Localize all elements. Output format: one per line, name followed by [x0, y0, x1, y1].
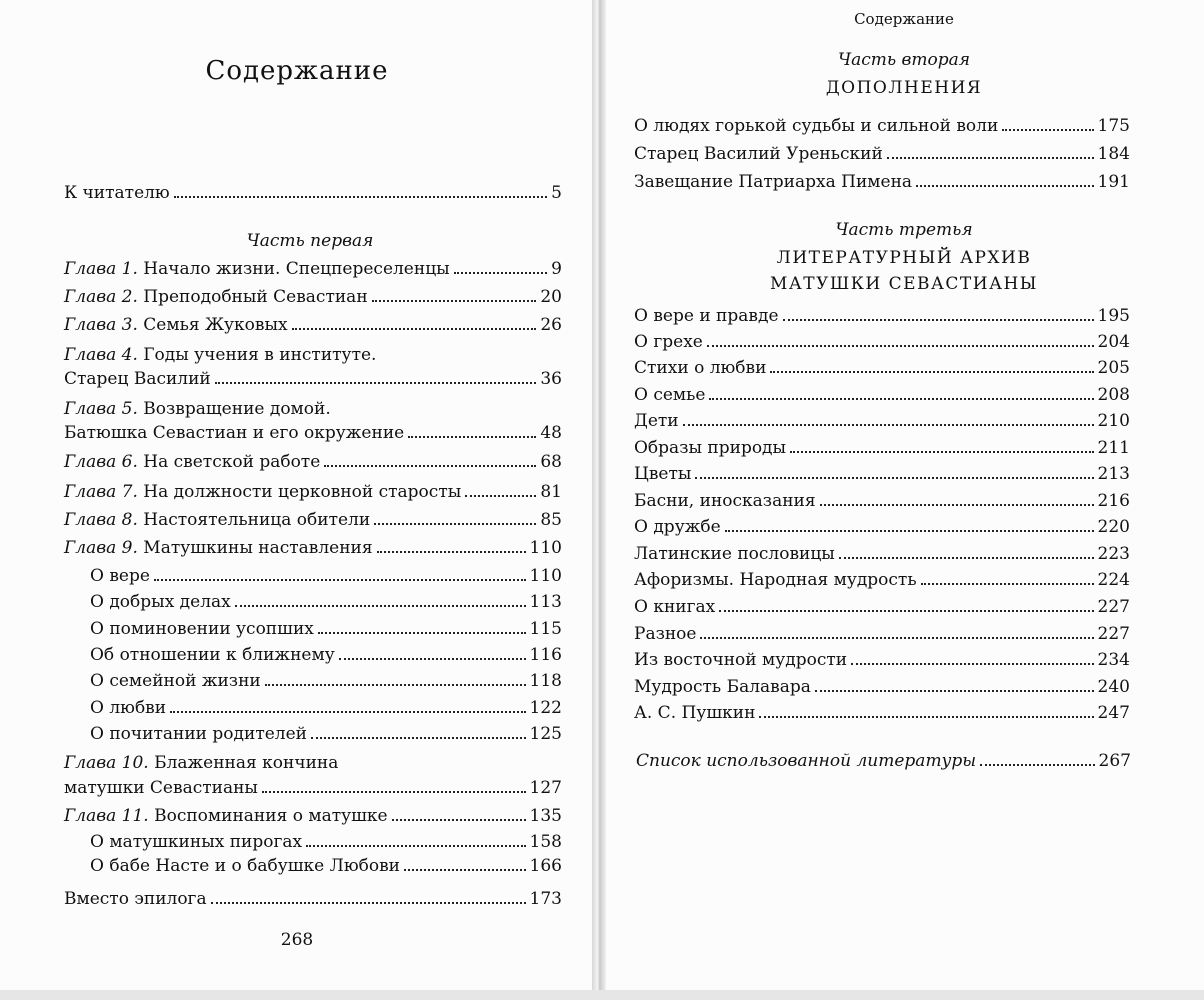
page-bottom-edge [0, 990, 1204, 1000]
toc-entry[interactable] [634, 305, 1130, 327]
subsection-label: Об отношении к ближнему [90, 645, 335, 665]
toc-page-number: 205 [1097, 358, 1130, 378]
toc-entry-label: Афоризмы. Народная мудрость [634, 570, 917, 590]
toc-subsection[interactable] [90, 697, 562, 719]
running-head: Содержание [854, 10, 954, 28]
toc-page-number: 227 [1097, 597, 1130, 617]
toc-page-number: 173 [529, 889, 562, 909]
leader-dots [170, 711, 525, 713]
chapter-number: Глава 1. [64, 259, 138, 279]
chapter-title: Семья Жуковых [143, 315, 288, 335]
leader-dots [790, 451, 1093, 453]
leader-dots [820, 504, 1094, 506]
leader-dots [211, 902, 526, 904]
toc-entry-label: Стихи о любви [634, 358, 767, 378]
toc-chapter-2[interactable] [64, 286, 562, 308]
toc-page-number: 26 [540, 315, 562, 335]
leader-dots [306, 845, 525, 847]
chapter-number: Глава 7. [64, 482, 138, 502]
leader-dots [709, 398, 1093, 400]
toc-page-number: 127 [529, 778, 562, 798]
leader-dots [839, 557, 1094, 559]
leader-dots [292, 328, 537, 330]
leader-dots [235, 605, 526, 607]
chapter-title: Матушкины наставления [143, 538, 373, 558]
toc-entry-label: Цветы [634, 464, 692, 484]
leader-dots [815, 690, 1094, 692]
toc-page-number: 68 [540, 452, 562, 472]
subsection-label: О семейной жизни [90, 671, 261, 691]
toc-subsection[interactable] [90, 644, 562, 666]
toc-entry[interactable] [634, 331, 1130, 353]
leader-dots [719, 610, 1093, 612]
chapter-number: Глава 5. [64, 399, 138, 419]
toc-page-number: 224 [1097, 570, 1130, 590]
subsection-label: О поминовении усопших [90, 619, 314, 639]
chapter-title-continuation: Старец Василий [64, 369, 211, 389]
chapter-title: Годы учения в институте. [143, 345, 377, 365]
toc-entry[interactable] [634, 516, 1130, 538]
chapter-title-continuation: матушки Севастианы [64, 778, 258, 798]
leader-dots [783, 319, 1094, 321]
chapter-title: Настоятельница обители [143, 510, 371, 530]
subsection-label: О добрых делах [90, 592, 231, 612]
toc-chapter-4-line-1[interactable] [64, 344, 376, 366]
toc-entry-to-reader[interactable] [64, 182, 562, 204]
page-title: Содержание [205, 56, 389, 86]
toc-entry-label: Вместо эпилога [64, 889, 207, 909]
toc-entry-label: Мудрость Балавара [634, 677, 811, 697]
leader-dots [372, 300, 537, 302]
toc-subsection[interactable] [90, 723, 562, 745]
leader-dots [707, 345, 1094, 347]
leader-dots [887, 157, 1094, 159]
toc-page-number: 113 [529, 592, 562, 612]
toc-entry-label: Список использованной литературы [636, 751, 977, 771]
toc-page-number: 213 [1097, 464, 1130, 484]
toc-entry[interactable] [634, 490, 1130, 512]
leader-dots [700, 637, 1093, 639]
subsection-label: О вере [90, 566, 150, 586]
toc-page-number: 210 [1097, 411, 1130, 431]
toc-entry[interactable] [634, 143, 1130, 165]
leader-dots [770, 371, 1093, 373]
leader-dots [1002, 129, 1093, 131]
leader-dots [465, 495, 536, 497]
toc-chapter-10-line-2[interactable] [64, 777, 562, 799]
subsection-label: О любви [90, 698, 167, 718]
toc-page-number: 116 [529, 645, 562, 665]
toc-entry-label: Басни, иносказания [634, 491, 816, 511]
chapter-number: Глава 4. [64, 345, 138, 365]
toc-entry-label: К читателю [64, 183, 170, 203]
leader-dots [262, 791, 526, 793]
toc-subsection[interactable] [90, 831, 562, 853]
toc-entry-label: Разное [634, 624, 697, 644]
toc-entry[interactable] [634, 357, 1130, 379]
toc-entry[interactable] [634, 702, 1130, 724]
leader-dots [980, 764, 1094, 766]
leader-dots [725, 530, 1094, 532]
toc-entry-epilogue[interactable] [64, 888, 562, 910]
toc-chapter-11[interactable] [64, 805, 562, 827]
leader-dots [392, 819, 526, 821]
toc-chapter-7[interactable] [64, 481, 562, 503]
toc-page-number: 195 [1097, 306, 1130, 326]
toc-entry-label: О книгах [634, 597, 716, 617]
toc-subsection[interactable] [90, 591, 562, 613]
toc-entry-bibliography[interactable] [636, 750, 1131, 772]
toc-page-number: 125 [529, 724, 562, 744]
part-three-label: Часть третья [835, 220, 973, 240]
toc-chapter-1[interactable] [64, 258, 562, 280]
leader-dots [404, 869, 526, 871]
toc-entry-label: Дети [634, 411, 679, 431]
toc-page-number: 216 [1097, 491, 1130, 511]
toc-entry-label: Старец Василий Уреньский [634, 144, 883, 164]
toc-entry-label: Завещание Патриарха Пимена [634, 172, 913, 192]
toc-entry[interactable] [634, 410, 1130, 432]
toc-page-number: 81 [540, 482, 562, 502]
leader-dots [921, 583, 1094, 585]
toc-page-number: 118 [529, 671, 562, 691]
leader-dots [454, 272, 548, 274]
chapter-title-continuation: Батюшка Севастиан и его окружение [64, 423, 405, 443]
chapter-title: Воспоминания о матушке [154, 806, 388, 826]
part-one-label: Часть первая [246, 231, 374, 251]
toc-entry[interactable] [634, 384, 1130, 406]
leader-dots [374, 523, 536, 525]
toc-entry-label: О семье [634, 385, 706, 405]
toc-entry[interactable] [634, 437, 1130, 459]
leader-dots [265, 684, 526, 686]
toc-page-number: 204 [1097, 332, 1130, 352]
toc-page-number: 191 [1097, 172, 1130, 192]
toc-page-number: 9 [551, 259, 562, 279]
subsection-label: О бабе Насте и о бабушке Любови [90, 856, 400, 876]
toc-page-number: 220 [1097, 517, 1130, 537]
toc-page-number: 122 [529, 698, 562, 718]
book-spine [592, 0, 606, 1000]
part-two-heading: ДОПОЛНЕНИЯ [825, 78, 983, 98]
part-three-heading-line-2: МАТУШКИ СЕВАСТИАНЫ [769, 274, 1039, 294]
toc-entry[interactable] [634, 171, 1130, 193]
page-number: 268 [280, 930, 314, 950]
toc-chapter-4-line-2[interactable] [64, 368, 562, 390]
toc-page-number: 85 [540, 510, 562, 530]
toc-entry[interactable] [634, 463, 1130, 485]
leader-dots [408, 436, 536, 438]
leader-dots [311, 737, 526, 739]
part-three-heading-line-1: ЛИТЕРАТУРНЫЙ АРХИВ [776, 248, 1032, 268]
toc-chapter-8[interactable] [64, 509, 562, 531]
toc-page-number: 227 [1097, 624, 1130, 644]
chapter-title: Блаженная кончина [154, 753, 339, 773]
toc-page-number: 211 [1097, 438, 1130, 458]
toc-page-number: 135 [529, 806, 562, 826]
leader-dots [324, 465, 536, 467]
leader-dots [215, 382, 537, 384]
toc-entry-label: О грехе [634, 332, 703, 352]
toc-entry-label: Образы природы [634, 438, 787, 458]
toc-page-number: 36 [540, 369, 562, 389]
subsection-label: О матушкиных пирогах [90, 832, 303, 852]
toc-entry[interactable] [634, 649, 1130, 671]
toc-chapter-10-line-1[interactable] [64, 752, 338, 774]
chapter-number: Глава 6. [64, 452, 138, 472]
toc-chapter-5-line-1[interactable] [64, 398, 331, 420]
toc-entry-label: О людях горькой судьбы и сильной воли [634, 116, 999, 136]
chapter-number: Глава 11. [64, 806, 149, 826]
subsection-label: О почитании родителей [90, 724, 307, 744]
toc-page-number: 175 [1097, 116, 1130, 136]
toc-page-number: 158 [529, 832, 562, 852]
chapter-title: Возвращение домой. [143, 399, 331, 419]
toc-entry[interactable] [634, 596, 1130, 618]
leader-dots [174, 196, 547, 198]
toc-subsection[interactable] [90, 855, 562, 877]
toc-page-number: 110 [529, 566, 562, 586]
toc-page-number: 110 [529, 538, 562, 558]
chapter-title: На должности церковной старосты [143, 482, 462, 502]
chapter-title: На светской работе [143, 452, 321, 472]
toc-page-number: 223 [1097, 544, 1130, 564]
toc-page-number: 48 [540, 423, 562, 443]
toc-entry[interactable] [634, 569, 1130, 591]
chapter-title: Преподобный Севастиан [143, 287, 368, 307]
toc-entry[interactable] [634, 543, 1130, 565]
leader-dots [759, 716, 1093, 718]
chapter-number: Глава 3. [64, 315, 138, 335]
chapter-number: Глава 9. [64, 538, 138, 558]
toc-entry[interactable] [634, 115, 1130, 137]
toc-entry[interactable] [634, 676, 1130, 698]
chapter-number: Глава 10. [64, 753, 149, 773]
toc-page-number: 20 [540, 287, 562, 307]
toc-page-number: 115 [529, 619, 562, 639]
toc-chapter-3[interactable] [64, 314, 562, 336]
toc-subsection[interactable] [90, 618, 562, 640]
toc-page-number: 184 [1097, 144, 1130, 164]
leader-dots [318, 632, 526, 634]
toc-page-number: 234 [1097, 650, 1130, 670]
toc-chapter-6[interactable] [64, 451, 562, 473]
toc-subsection[interactable] [90, 670, 562, 692]
chapter-number: Глава 8. [64, 510, 138, 530]
toc-chapter-9[interactable] [64, 537, 562, 559]
toc-entry-label: О вере и правде [634, 306, 779, 326]
toc-entry[interactable] [634, 623, 1130, 645]
toc-page-number: 247 [1097, 703, 1130, 723]
toc-page-number: 166 [529, 856, 562, 876]
leader-dots [916, 185, 1093, 187]
toc-page-number: 208 [1097, 385, 1130, 405]
chapter-title: Начало жизни. Спецпереселенцы [143, 259, 450, 279]
leader-dots [683, 424, 1094, 426]
toc-entry-label: О дружбе [634, 517, 721, 537]
toc-entry-label: Из восточной мудрости [634, 650, 848, 670]
toc-page-number: 5 [551, 183, 562, 203]
toc-entry-label: А. С. Пушкин [634, 703, 756, 723]
part-two-label: Часть вторая [837, 50, 971, 70]
leader-dots [377, 551, 526, 553]
leader-dots [851, 663, 1093, 665]
toc-entry-label: Латинские пословицы [634, 544, 835, 564]
toc-chapter-5-line-2[interactable] [64, 422, 562, 444]
leader-dots [154, 579, 526, 581]
leader-dots [695, 477, 1093, 479]
leader-dots [339, 658, 526, 660]
toc-page-number: 267 [1098, 751, 1131, 771]
toc-subsection[interactable] [90, 565, 562, 587]
chapter-number: Глава 2. [64, 287, 138, 307]
toc-page-number: 240 [1097, 677, 1130, 697]
